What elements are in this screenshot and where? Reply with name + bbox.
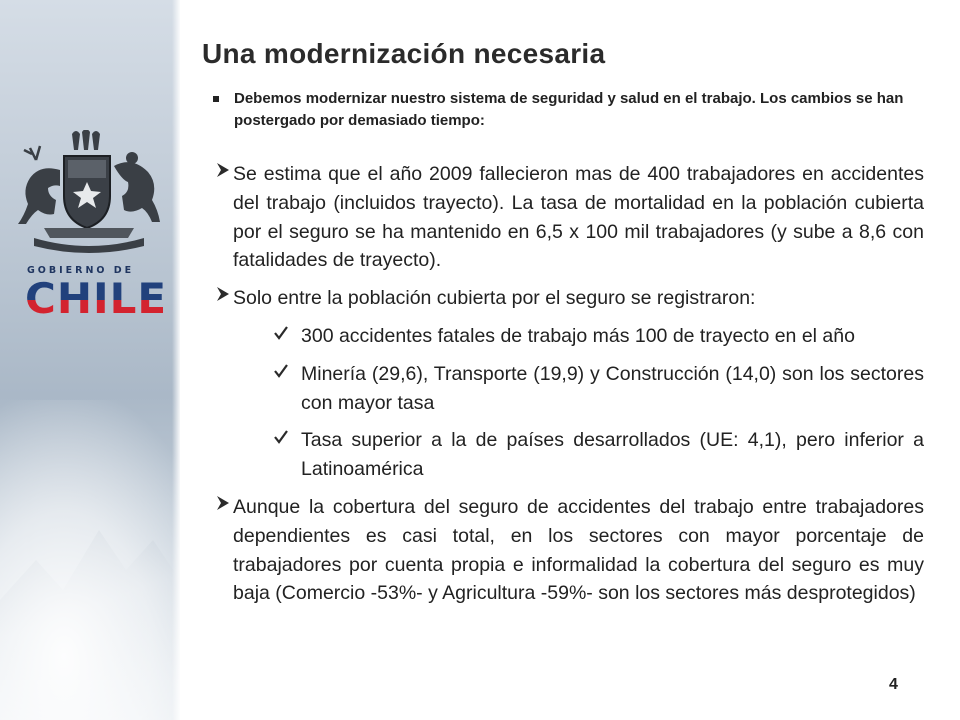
checkmark-icon [273,363,289,379]
bullet-list [216,160,924,617]
checkmark-icon [273,325,289,341]
slide-title: Una modernización necesaria [202,38,606,69]
page-number: 4 [889,676,898,693]
sub-list-item [216,322,924,351]
intro-text: Debemos modernizar nuestro sistema de seguridad y salud en el trabajo. Los cambios se han postergado por demasiado tiempo: [234,90,904,129]
snow-mist [0,400,180,720]
gobierno-label: GOBIERNO DE [27,265,135,276]
chile-logo-text: CHILE [25,274,168,323]
sub-list-item-text: 300 accidentes fatales de trabajo más 100 de trayecto en el año [301,324,855,347]
sub-list-item-text: Tasa superior a la de países desarrollados (UE: 4,1), pero inferior a Latinoamérica [301,429,924,481]
list-item [216,284,924,313]
arrow-bullet-icon [216,286,230,302]
sub-list-item [216,360,924,418]
list-item-text: Aunque la cobertura del seguro de accidentes del trabajo entre trabajadores dependientes es casi total, en los sectores con mayor porcentaje de trabajadores por cuenta propia e informalidad la cobertura del seguro es muy baja (Comercio -53%- y Agricultura -59%- son los sectores más desprotegidos) [233,495,924,605]
arrow-bullet-icon [216,495,230,511]
intro-bullet [213,88,933,132]
checkmark-icon [273,429,289,445]
sub-list-item [216,426,924,484]
coat-of-arms-icon [14,130,164,260]
square-bullet-icon [213,96,219,102]
list-item [216,160,924,275]
sub-list-item-text: Minería (29,6), Transporte (19,9) y Construcción (14,0) son los sectores con mayor tasa [301,362,924,414]
list-item [216,493,924,608]
panel-edge [172,0,180,720]
side-panel [0,0,180,720]
list-item-text: Solo entre la población cubierta por el seguro se registraron: [233,287,756,310]
list-item-text: Se estima que el año 2009 fallecieron mas de 400 trabajadores en accidentes del trabajo (incluidos trayecto). La tasa de mortalidad en la población cubierta por el seguro se ha mantenido en 6,5 x 100 mil trabajadores (y sube a 8,6 con fatalidades de trayecto). [233,163,924,272]
arrow-bullet-icon [216,162,230,178]
